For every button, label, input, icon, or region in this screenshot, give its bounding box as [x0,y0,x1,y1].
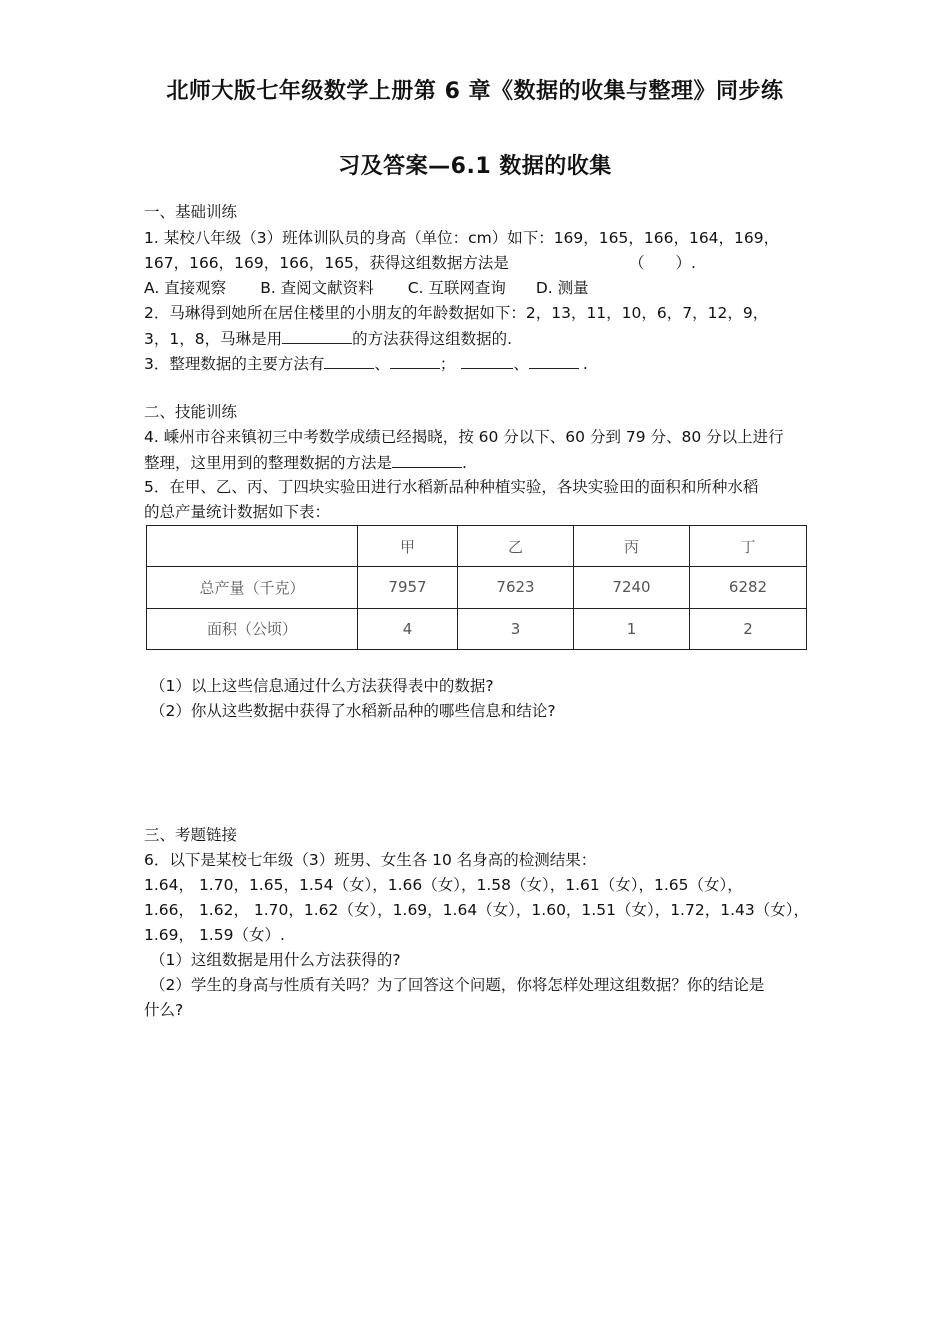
table-row [147,608,807,649]
q6-data-line2: 1.66， 1.62， 1.70，1.62（女），1.69，1.64（女），1.60，1.51（女），1.72，1.43（女）， [144,901,809,919]
q1-option-a: A. 直接观察 [144,279,227,297]
q4-line1: 4. 嵊州市谷来镇初三中考数学成绩已经揭晓，按 60 分以下、60 分到 79 分、80 分以上进行 [144,428,784,446]
q2-line1: 2．马琳得到她所在居住楼里的小朋友的年龄数据如下：2，13，11，10，6，7，12，9， [144,304,769,322]
q6-sub2-line2: 什么? [144,1001,184,1019]
q3-sep-2: ； [439,355,456,373]
table-cell: 7957 [358,567,458,608]
q5-line1: 5．在甲、乙、丙、丁四块实验田进行水稻新品种种植实验，各块实验田的面积和所种水稻 [144,478,759,496]
q5-line2: 的总产量统计数据如下表： [144,503,331,521]
doc-title-line1: 北师大版七年级数学上册第 6 章《数据的收集与整理》同步练 [166,79,784,104]
table-header-row [147,526,807,567]
table-row-label: 面积（公顷） [147,608,358,649]
q1-answer-paren: （ ）. [628,254,696,272]
q6-line1: 6．以下是某校七年级（3）班男、女生各 10 名身高的检测结果： [144,851,597,869]
table-cell: 7623 [458,567,574,608]
q1-options [144,278,589,298]
section2-heading: 二、技能训练 [144,403,238,421]
table-row-label: 总产量（千克） [147,567,358,608]
q3-text: 3．整理数据的主要方法有 [144,355,325,373]
q2-line2 [144,328,512,349]
q1-line1: 1. 某校八年级（3）班体训队员的身高（单位：cm）如下：169，165，166，164，169， [144,229,780,247]
section3-heading: 三、考题链接 [144,826,238,844]
table-cell: 1 [574,608,690,649]
q5-sub2: （2）你从这些数据中获得了水稻新品种的哪些信息和结论? [150,702,556,720]
table-row [147,567,807,608]
q1-option-d: D. 测量 [535,279,589,297]
q2-text-a: 3，1，8，马琳是用 [144,330,283,348]
q3-sep-1: 、 [374,355,390,373]
q6-sub2-line1: （2）学生的身高与性质有关吗？为了回答这个问题，你将怎样处理这组数据？你的结论是 [150,976,765,994]
q3-line [144,353,588,374]
table-cell: 4 [358,608,458,649]
q3-end: . [582,355,588,373]
rice-yield-table [146,525,807,650]
q3-blank-3[interactable] [461,353,513,369]
q3-blank-4[interactable] [529,353,579,369]
q1-option-b: B. 查阅文献资料 [260,279,374,297]
q4-end: . [462,454,467,472]
q1-option-c: C. 互联网查询 [407,279,506,297]
q2-answer-blank[interactable] [282,328,352,344]
q6-data-line3: 1.69， 1.59（女）. [144,926,285,944]
q4-line2 [144,452,467,473]
table-header-cell: 丙 [574,526,690,567]
q1-text: 167，166，169，166，165，获得这组数据方法是 [144,254,509,272]
q4-answer-blank[interactable] [392,452,462,468]
q5-sub1: （1）以上这些信息通过什么方法获得表中的数据? [150,677,494,695]
q6-data-line1: 1.64， 1.70，1.65，1.54（女），1.66（女），1.58（女），1.61（女），1.65（女）， [144,876,743,894]
q2-text-b: 的方法获得这组数据的. [352,330,513,348]
q3-blank-2[interactable] [390,353,440,369]
table-cell: 2 [690,608,807,649]
q3-sep-3: 、 [513,355,529,373]
doc-title-line2: 习及答案—6.1 数据的收集 [338,154,612,179]
q1-line2 [144,253,696,273]
table-header-cell: 乙 [458,526,574,567]
table-header-cell: 丁 [690,526,807,567]
q3-blank-1[interactable] [324,353,374,369]
table-cell: 6282 [690,567,807,608]
q6-sub1: （1）这组数据是用什么方法获得的? [150,951,401,969]
section1-heading: 一、基础训练 [144,203,238,221]
table-cell: 3 [458,608,574,649]
table-header-cell [147,526,358,567]
table-cell: 7240 [574,567,690,608]
q4-text: 整理，这里用到的整理数据的方法是 [144,454,393,472]
table-header-cell: 甲 [358,526,458,567]
